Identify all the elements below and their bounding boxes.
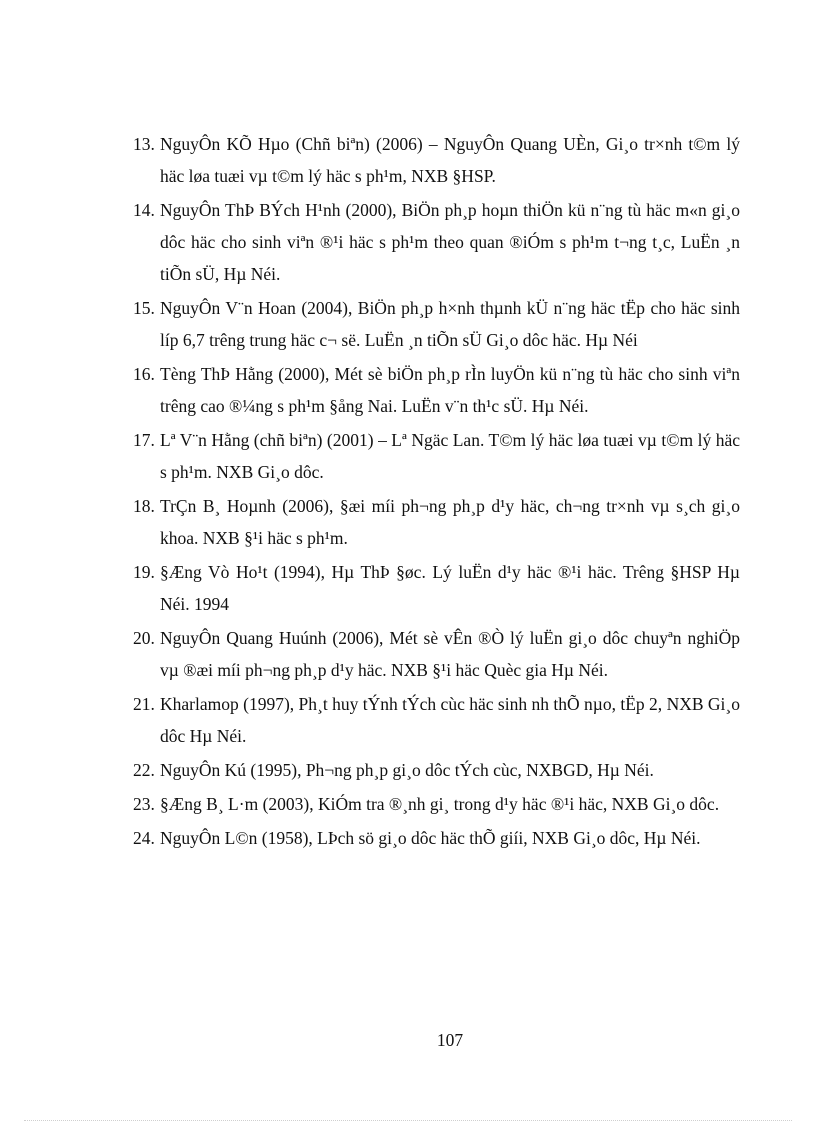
reference-text: §Æng B¸ L·m (2003), KiÓm tra ®¸nh gi¸ trong d¹y häc ®¹i häc, NXB Gi¸o dôc. [160, 794, 720, 814]
reference-item [133, 622, 740, 686]
reference-text: NguyÔn ThÞ BÝch H¹nh (2000), BiÖn ph¸p hoµn thiÖn kü n¨ng tù häc m«n gi¸o dôc häc cho sinh viªn ®¹i häc s ph¹m theo quan ®iÓm s ph¹m t¬ng t¸c, LuËn ¸n tiÕn sÜ, Hµ Néi. [160, 200, 740, 284]
reference-number: 22. [133, 760, 155, 780]
reference-item [133, 128, 740, 192]
reference-text: NguyÔn Quang Huúnh (2006), Mét sè vÊn ®Ò lý luËn gi¸o dôc chuyªn nghiÖp vµ ®æi míi ph¬ng ph¸p d¹y häc. NXB §¹i häc Quèc gia Hµ Néi. [160, 628, 740, 680]
reference-item [133, 754, 740, 786]
page-number: 107 [436, 1030, 464, 1050]
reference-number: 18. [133, 496, 155, 516]
reference-number: 14. [133, 200, 155, 220]
reference-number: 15. [133, 298, 155, 318]
reference-item [133, 788, 740, 820]
reference-list [133, 128, 740, 856]
reference-text: Tèng ThÞ Hằng (2000), Mét sè biÖn ph¸p rÌn luyÖn kü n¨ng tù häc cho sinh viªn trêng cao ®¼ng s ph¹m §ång Nai. LuËn v¨n th¹c sÜ. Hµ Néi. [160, 364, 740, 416]
reference-number: 19. [133, 562, 155, 582]
reference-text: §Æng Vò Ho¹t (1994), Hµ ThÞ §øc. Lý luËn d¹y häc ®¹i häc. Trêng §HSP Hµ Néi. 1994 [160, 562, 740, 614]
reference-text: NguyÔn V¨n Hoan (2004), BiÖn ph¸p h×nh thµnh kÜ n¨ng häc tËp cho häc sinh líp 6,7 trêng trung häc c¬ së. LuËn ¸n tiÕn sÜ Gi¸o dôc häc. Hµ Néi [160, 298, 740, 350]
reference-item [133, 424, 740, 488]
reference-item [133, 556, 740, 620]
reference-number: 13. [133, 134, 155, 154]
reference-item [133, 688, 740, 752]
reference-number: 16. [133, 364, 155, 384]
reference-number: 17. [133, 430, 155, 450]
reference-number: 21. [133, 694, 155, 714]
reference-item [133, 358, 740, 422]
reference-text: NguyÔn Kú (1995), Ph¬ng ph¸p gi¸o dôc tÝch cùc, NXBGD, Hµ Néi. [160, 760, 654, 780]
reference-text: Kharlamop (1997), Ph¸t huy tÝnh tÝch cùc häc sinh nh thÕ nµo, tËp 2, NXB Gi¸o dôc Hµ Néi. [160, 694, 740, 746]
reference-number: 20. [133, 628, 155, 648]
reference-number: 23. [133, 794, 155, 814]
reference-number: 24. [133, 828, 155, 848]
reference-item [133, 822, 740, 854]
reference-item [133, 292, 740, 356]
reference-text: NguyÔn L©n (1958), LÞch sö gi¸o dôc häc thÕ giíi, NXB Gi¸o dôc, Hµ Néi. [160, 828, 701, 848]
reference-text: Lª V¨n Hằng (chñ biªn) (2001) – Lª Ngäc Lan. T©m lý häc løa tuæi vµ t©m lý häc s ph¹m. NXB Gi¸o dôc. [160, 430, 740, 482]
page-bottom-divider [24, 1120, 792, 1121]
reference-text: NguyÔn KÕ Hµo (Chñ biªn) (2006) – NguyÔn Quang UÈn, Gi¸o tr×nh t©m lý häc løa tuæi vµ t©m lý häc s ph¹m, NXB §HSP. [160, 134, 740, 186]
reference-item [133, 490, 740, 554]
reference-item [133, 194, 740, 290]
reference-text: TrÇn B¸ Hoµnh (2006), §æi míi ph¬ng ph¸p d¹y häc, ch¬ng tr×nh vµ s¸ch gi¸o khoa. NXB §¹i häc s ph¹m. [160, 496, 740, 548]
